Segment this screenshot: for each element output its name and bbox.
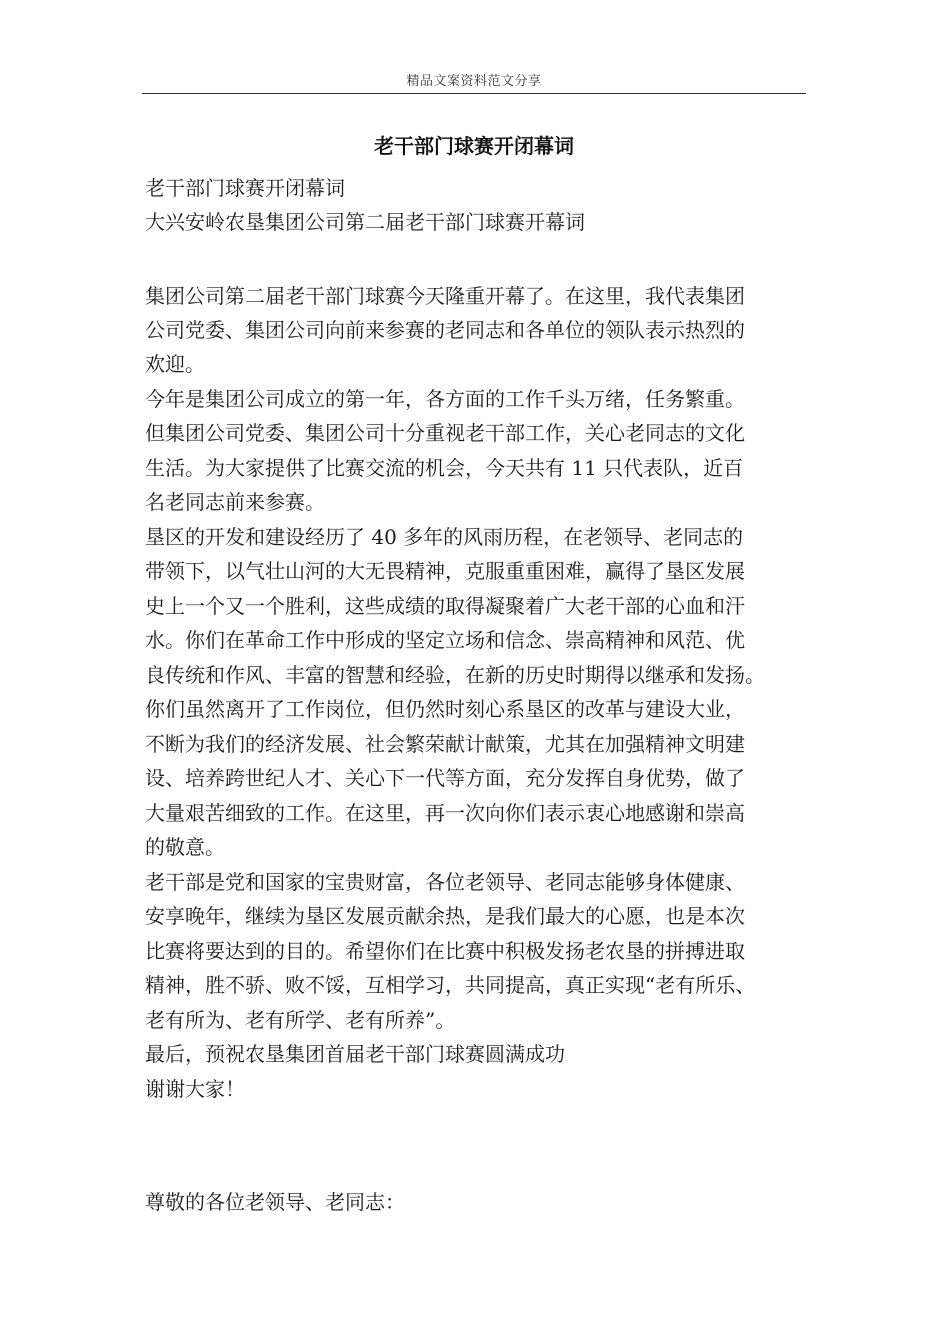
body-line: 谢谢大家！ <box>145 1077 245 1101</box>
body-line: 欢迎。 <box>145 352 205 376</box>
body-line: 老有所为、老有所学、老有所养”。 <box>145 1008 456 1032</box>
body-line: 带领下，以气壮山河的大无畏精神，克服重重困难，赢得了垦区发展 <box>145 559 745 583</box>
body-line <box>145 1141 810 1175</box>
body-line: 大兴安岭农垦集团公司第二届老干部门球赛开幕词 <box>145 210 585 234</box>
body-line <box>145 239 810 273</box>
body-line: 良传统和作风、丰富的智慧和经验，在新的历史时期得以继承和发扬。 <box>145 663 765 687</box>
body-line: 名老同志前来参赛。 <box>145 490 325 514</box>
body-line: 精神，胜不骄、败不馁，互相学习，共同提高，真正实现“老有所乐、 <box>145 973 756 997</box>
body-line: 老干部门球赛开闭幕词 <box>145 176 345 200</box>
body-line: 集团公司第二届老干部门球赛今天隆重开幕了。在这里，我代表集团 <box>145 284 745 308</box>
body-line: 你们虽然离开了工作岗位，但仍然时刻心系垦区的改革与建设大业， <box>145 697 745 721</box>
body-line: 史上一个又一个胜利，这些成绩的取得凝聚着广大老干部的心血和汗 <box>145 594 745 618</box>
body-line: 水。你们在革命工作中形成的坚定立场和信念、崇高精神和风范、优 <box>145 628 745 652</box>
body-line: 尊敬的各位老领导、老同志： <box>145 1190 405 1214</box>
body-line: 不断为我们的经济发展、社会繁荣献计献策，尤其在加强精神文明建 <box>145 732 745 756</box>
body-line: 但集团公司党委、集团公司十分重视老干部工作，关心老同志的文化 <box>145 421 745 445</box>
body-line: 老干部是党和国家的宝贵财富，各位老领导、老同志能够身体健康、 <box>145 870 745 894</box>
body-line: 最后，预祝农垦集团首届老干部门球赛圆满成功 <box>145 1042 565 1066</box>
header-divider <box>142 93 806 94</box>
page-header: 精品文案资料范文分享 <box>406 74 542 89</box>
body-line: 今年是集团公司成立的第一年，各方面的工作千头万绪，任务繁重。 <box>145 387 745 411</box>
body-line <box>145 1106 810 1140</box>
body-line: 安享晚年，继续为垦区发展贡献余热，是我们最大的心愿，也是本次 <box>145 904 745 928</box>
body-line: 的敬意。 <box>145 835 225 859</box>
body-line: 设、培养跨世纪人才、关心下一代等方面，充分发挥自身优势，做了 <box>145 766 745 790</box>
body-line: 生活。为大家提供了比赛交流的机会，今天共有 11 只代表队，近百 <box>145 456 744 480</box>
body-line: 比赛将要达到的目的。希望你们在比赛中积极发扬老农垦的拼搏进取 <box>145 939 745 963</box>
body-line: 垦区的开发和建设经历了 40 多年的风雨历程，在老领导、老同志的 <box>145 525 744 549</box>
document-title: 老干部门球赛开闭幕词 <box>374 134 574 158</box>
body-line: 公司党委、集团公司向前来参赛的老同志和各单位的领队表示热烈的 <box>145 318 745 342</box>
body-line: 大量艰苦细致的工作。在这里，再一次向你们表示衷心地感谢和崇高 <box>145 801 745 825</box>
